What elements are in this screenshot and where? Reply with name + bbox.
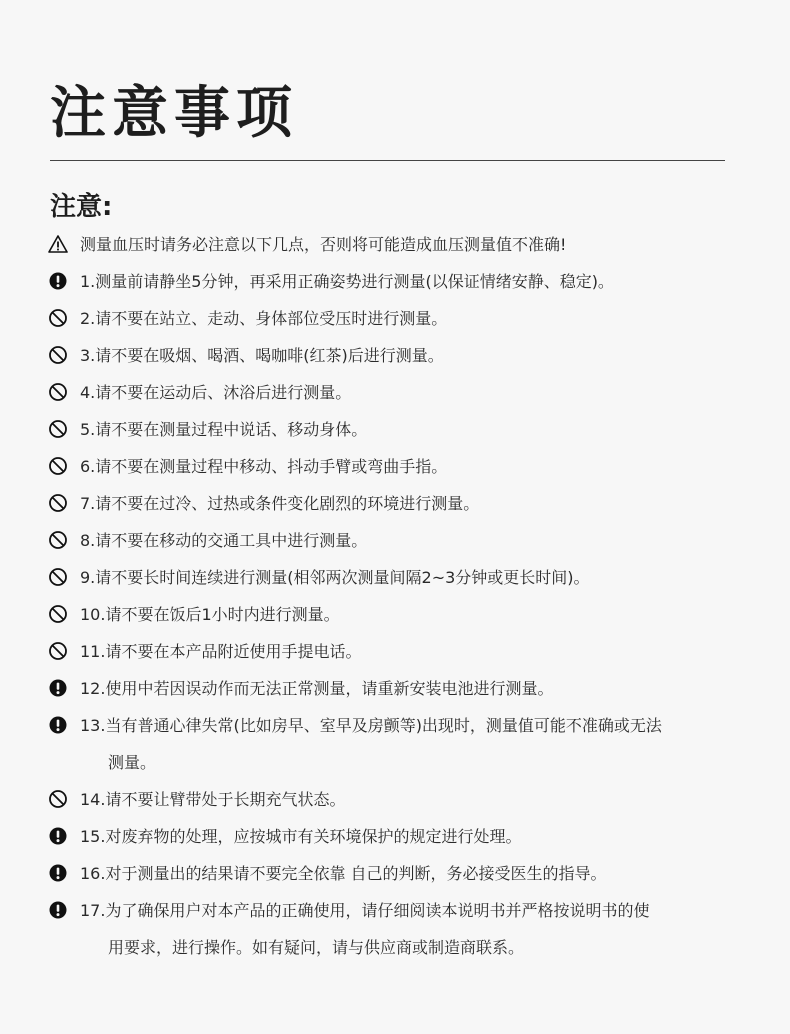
list-item — [48, 411, 748, 448]
list-item — [48, 485, 748, 522]
title-divider — [50, 160, 725, 161]
prohibited-icon — [48, 641, 68, 661]
prohibited-icon — [48, 345, 68, 365]
list-item — [48, 707, 748, 744]
exclamation-icon — [48, 678, 68, 698]
list-item — [48, 818, 748, 855]
list-item-continuation — [48, 744, 748, 781]
exclamation-icon — [48, 271, 68, 291]
list-item — [48, 263, 748, 300]
list-item-continuation — [48, 929, 748, 966]
list-item — [48, 300, 748, 337]
list-item — [48, 559, 748, 596]
list-item-text: 16.对于测量出的结果请不要完全依靠 自己的判断，务必接受医生的指导。 — [80, 864, 607, 883]
list-item-text: 6.请不要在测量过程中移动、抖动手臂或弯曲手指。 — [80, 457, 448, 476]
list-item-text: 12.使用中若因误动作而无法正常测量，请重新安装电池进行测量。 — [80, 679, 554, 698]
list-item — [48, 448, 748, 485]
exclamation-icon — [48, 863, 68, 883]
warning-icon — [48, 234, 68, 254]
list-item — [48, 892, 748, 929]
exclamation-icon — [48, 826, 68, 846]
list-item-text: 10.请不要在饭后1小时内进行测量。 — [80, 605, 340, 624]
list-item — [48, 522, 748, 559]
exclamation-icon — [48, 715, 68, 735]
prohibited-icon — [48, 493, 68, 513]
prohibited-icon — [48, 419, 68, 439]
list-item-text: 8.请不要在移动的交通工具中进行测量。 — [80, 531, 368, 550]
list-item-text: 15.对废弃物的处理，应按城市有关环境保护的规定进行处理。 — [80, 827, 522, 846]
notice-list — [48, 226, 748, 966]
warning-row — [48, 226, 748, 263]
list-item-text: 5.请不要在测量过程中说话、移动身体。 — [80, 420, 368, 439]
list-item-text: 7.请不要在过冷、过热或条件变化剧烈的环境进行测量。 — [80, 494, 480, 513]
list-item — [48, 374, 748, 411]
list-item-text: 9.请不要长时间连续进行测量(相邻两次测量间隔2~3分钟或更长时间)。 — [80, 568, 590, 587]
page-title: 注意事项 — [50, 81, 298, 146]
prohibited-icon — [48, 530, 68, 550]
prohibited-icon — [48, 567, 68, 587]
list-item-continuation-text: 测量。 — [108, 753, 157, 772]
prohibited-icon — [48, 456, 68, 476]
list-item — [48, 596, 748, 633]
list-item-text: 4.请不要在运动后、沐浴后进行测量。 — [80, 383, 352, 402]
list-item — [48, 670, 748, 707]
list-item-text: 11.请不要在本产品附近使用手提电话。 — [80, 642, 362, 661]
list-item-text: 2.请不要在站立、走动、身体部位受压时进行测量。 — [80, 309, 448, 328]
prohibited-icon — [48, 382, 68, 402]
exclamation-icon — [48, 900, 68, 920]
list-item — [48, 633, 748, 670]
prohibited-icon — [48, 308, 68, 328]
list-item — [48, 781, 748, 818]
prohibited-icon — [48, 789, 68, 809]
list-item — [48, 855, 748, 892]
list-item — [48, 337, 748, 374]
list-item-continuation-text: 用要求，进行操作。如有疑问，请与供应商或制造商联系。 — [108, 938, 525, 957]
list-item-text: 14.请不要让臂带处于长期充气状态。 — [80, 790, 346, 809]
list-item-text: 1.测量前请静坐5分钟，再采用正确姿势进行测量(以保证情绪安静、稳定)。 — [80, 272, 614, 291]
list-item-text: 3.请不要在吸烟、喝酒、喝咖啡(红茶)后进行测量。 — [80, 346, 444, 365]
warning-text: 测量血压时请务必注意以下几点，否则将可能造成血压测量值不准确! — [80, 235, 567, 254]
list-item-text: 13.当有普通心律失常(比如房早、室早及房颤等)出现时，测量值可能不准确或无法 — [80, 716, 662, 735]
list-item-text: 17.为了确保用户对本产品的正确使用，请仔细阅读本说明书并严格按说明书的使 — [80, 901, 650, 920]
prohibited-icon — [48, 604, 68, 624]
notice-heading: 注意: — [50, 192, 113, 222]
